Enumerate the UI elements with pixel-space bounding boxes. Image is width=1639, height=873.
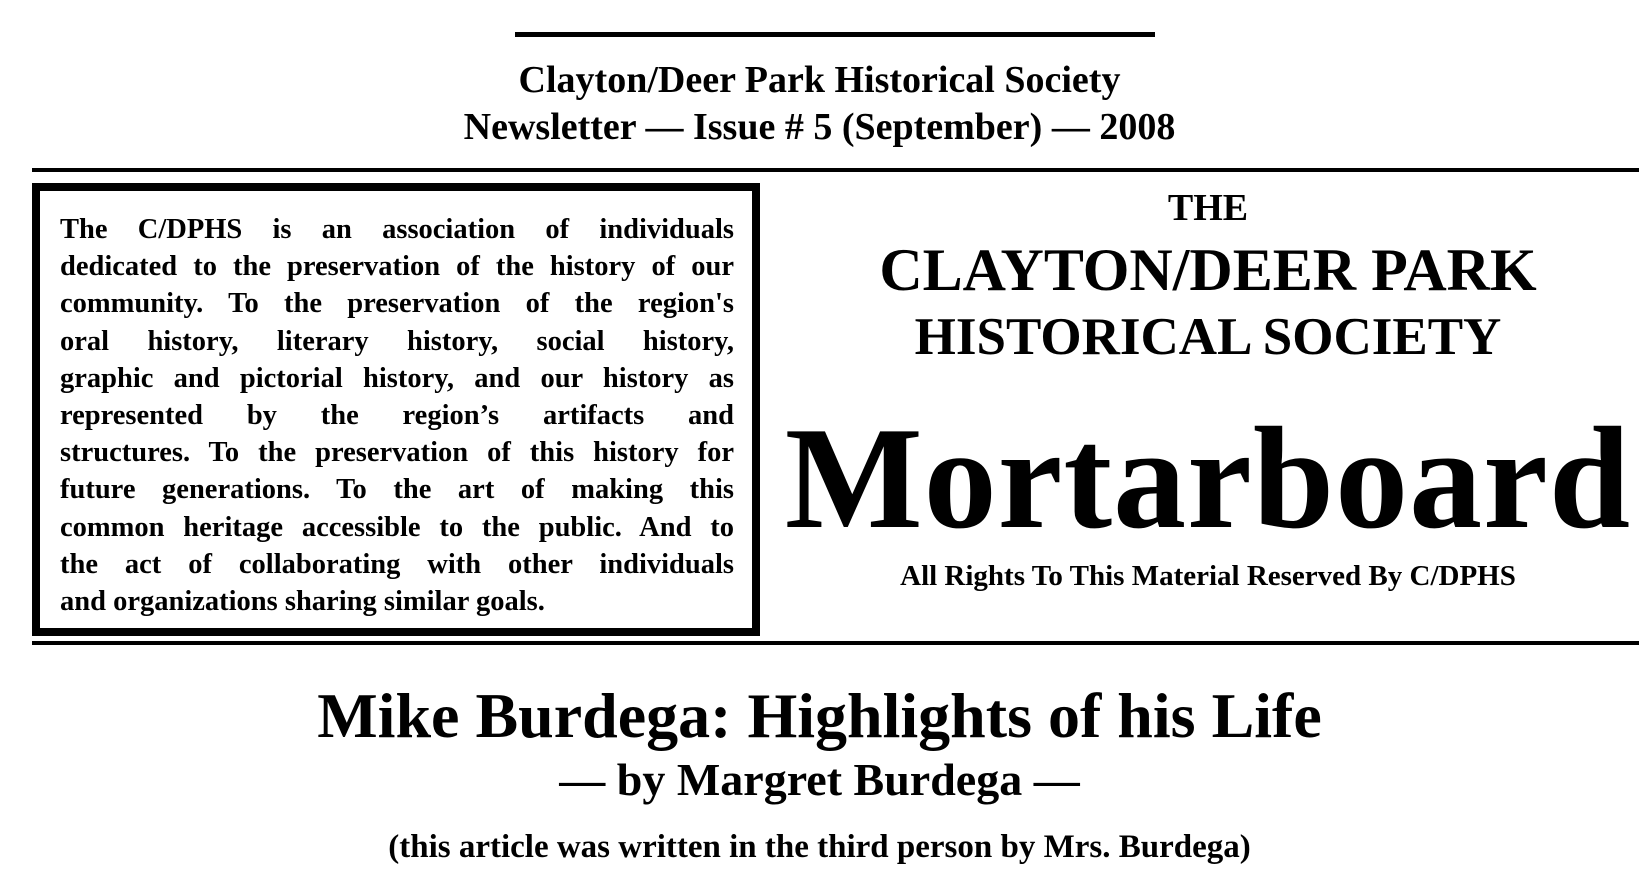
- mission-line: dedicated to the preservation of the history of our: [60, 251, 734, 283]
- newsletter-title: Mortarboard: [784, 397, 1632, 559]
- article-note: (this article was written in the third person by Mrs. Burdega): [388, 829, 1251, 865]
- mission-statement-box: [32, 183, 760, 636]
- top-rule: [515, 32, 1155, 37]
- mission-line: future generations. To the art of making this: [60, 474, 734, 506]
- masthead-society-line2: HISTORICAL SOCIETY: [914, 308, 1502, 366]
- horizontal-rule-top: [32, 168, 1639, 172]
- article-byline: — by Margret Burdega —: [559, 754, 1080, 805]
- rights-notice: All Rights To This Material Reserved By C/DPHS: [900, 560, 1516, 592]
- masthead-society-line1: CLAYTON/DEER PARK: [879, 237, 1537, 303]
- mission-line: community. To the preservation of the region's: [60, 288, 734, 320]
- society-name: Clayton/Deer Park Historical Society: [518, 59, 1121, 101]
- mission-line: structures. To the preservation of this history for: [60, 437, 734, 469]
- mission-line: The C/DPHS is an association of individuals: [60, 214, 734, 245]
- mission-line: common heritage accessible to the public. And to: [60, 511, 734, 543]
- article-title: Mike Burdega: Highlights of his Life: [317, 680, 1322, 751]
- mission-line: the act of collaborating with other individuals: [60, 548, 734, 580]
- mission-line: represented by the region’s artifacts and: [60, 400, 734, 432]
- mission-line: graphic and pictorial history, and our history as: [60, 362, 734, 394]
- issue-line: Newsletter — Issue # 5 (September) — 2008: [463, 106, 1176, 148]
- horizontal-rule-bottom: [32, 641, 1639, 645]
- mission-line: oral history, literary history, social history,: [60, 325, 734, 357]
- mission-line: and organizations sharing similar goals.: [60, 586, 545, 618]
- masthead-the: THE: [1167, 187, 1249, 229]
